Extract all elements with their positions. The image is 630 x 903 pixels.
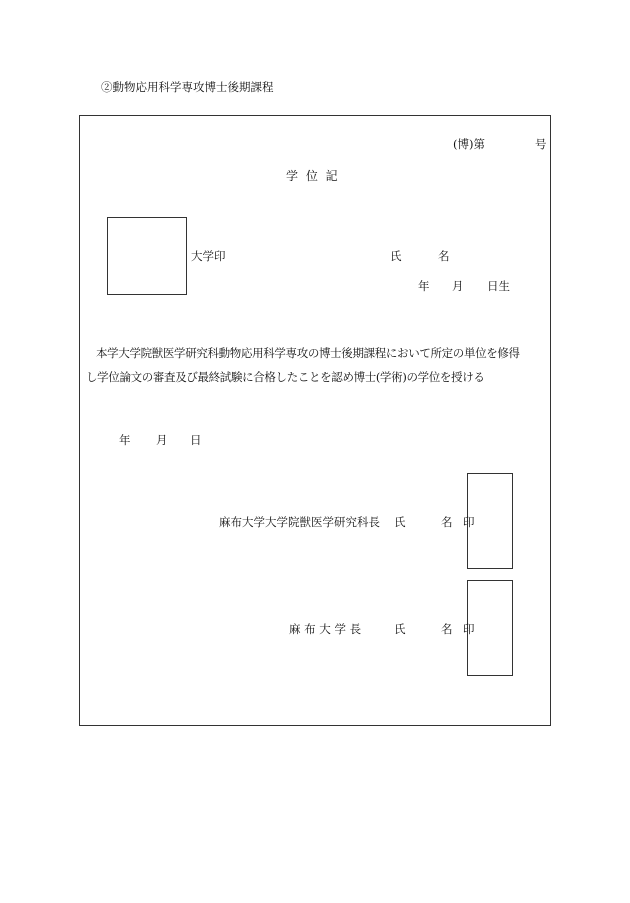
dean-title: 麻布大学大学院獣医学研究科長 xyxy=(219,515,380,529)
dean-seal-label: 印 xyxy=(463,515,475,529)
president-name-label-1: 氏 xyxy=(394,622,406,636)
dean-name-label-2: 名 xyxy=(441,515,453,529)
body-line-1: 本学大学院獣医学研究科動物応用科学専攻の博士後期課程において所定の単位を修得 xyxy=(96,346,520,360)
certificate-title: 学 位 記 xyxy=(286,169,340,183)
award-date-day: 日 xyxy=(190,433,202,447)
president-name-label-2: 名 xyxy=(441,622,453,636)
header-caption: ②動物応用科学専攻博士後期課程 xyxy=(101,80,274,94)
recipient-name-label-2: 名 xyxy=(438,249,450,263)
president-title: 麻 布 大 学 長 xyxy=(289,622,362,636)
dean-name-label-1: 氏 xyxy=(394,515,406,529)
birth-year: 年 xyxy=(418,279,430,293)
certificate-number-suffix: 号 xyxy=(535,137,547,151)
university-seal-label: 大学印 xyxy=(191,249,226,263)
award-date-month: 月 xyxy=(156,433,168,447)
award-date-year: 年 xyxy=(119,433,131,447)
birth-month: 月 xyxy=(452,279,464,293)
birth-day: 日生 xyxy=(487,279,510,293)
body-line-2: し学位論文の審査及び最終試験に合格したことを認め博士(学術)の学位を授ける xyxy=(86,370,485,384)
university-seal-box xyxy=(107,217,187,295)
president-seal-label: 印 xyxy=(463,622,475,636)
certificate-number-prefix: (博)第 xyxy=(453,137,485,151)
recipient-name-label-1: 氏 xyxy=(390,249,402,263)
